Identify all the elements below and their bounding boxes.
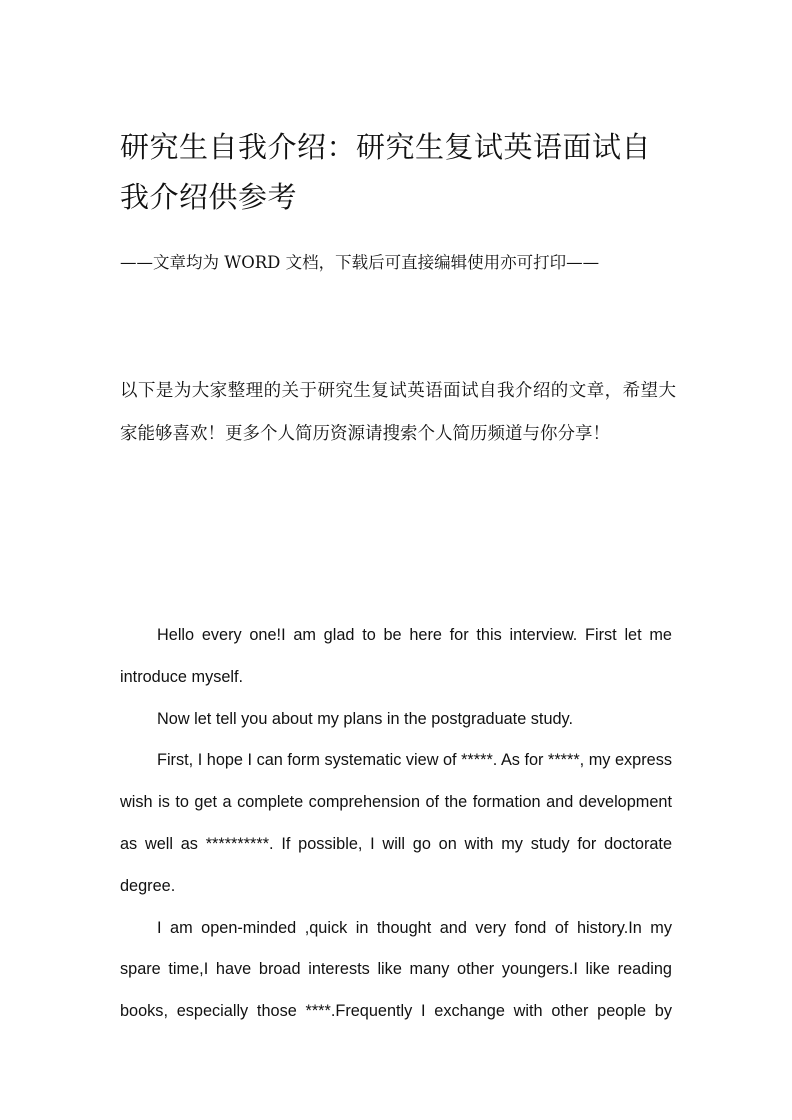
body-paragraph: Hello every one!I am glad to be here for this interview. First let me introduce myself. — [120, 626, 672, 686]
body-paragraph: I am open-minded ,quick in thought and very fond of history.In my spare time,I have broad interests like many other youngers.I like reading books, especially those ****.Frequently I exchange with other people by — [120, 918, 672, 1021]
document-title: 研究生自我介绍：研究生复试英语面试自我介绍供参考 — [120, 130, 652, 214]
body-text — [120, 615, 672, 1033]
body-paragraph: First, I hope I can form systematic view of *****. As for *****, my express wish is to get a complete comprehension of the formation and development as well as **********. If possible, I will go on with my study for doctorate degree. — [120, 751, 672, 895]
body-paragraph: Now let tell you about my plans in the postgraduate study. — [157, 709, 574, 728]
document-subtitle: ——文章均为 WORD 文档，下载后可直接编辑使用亦可打印—— — [120, 253, 600, 272]
intro-paragraph: 以下是为大家整理的关于研究生复试英语面试自我介绍的文章，希望大家能够喜欢！更多个人简历资源请搜索个人简历频道与你分享！ — [120, 381, 676, 444]
